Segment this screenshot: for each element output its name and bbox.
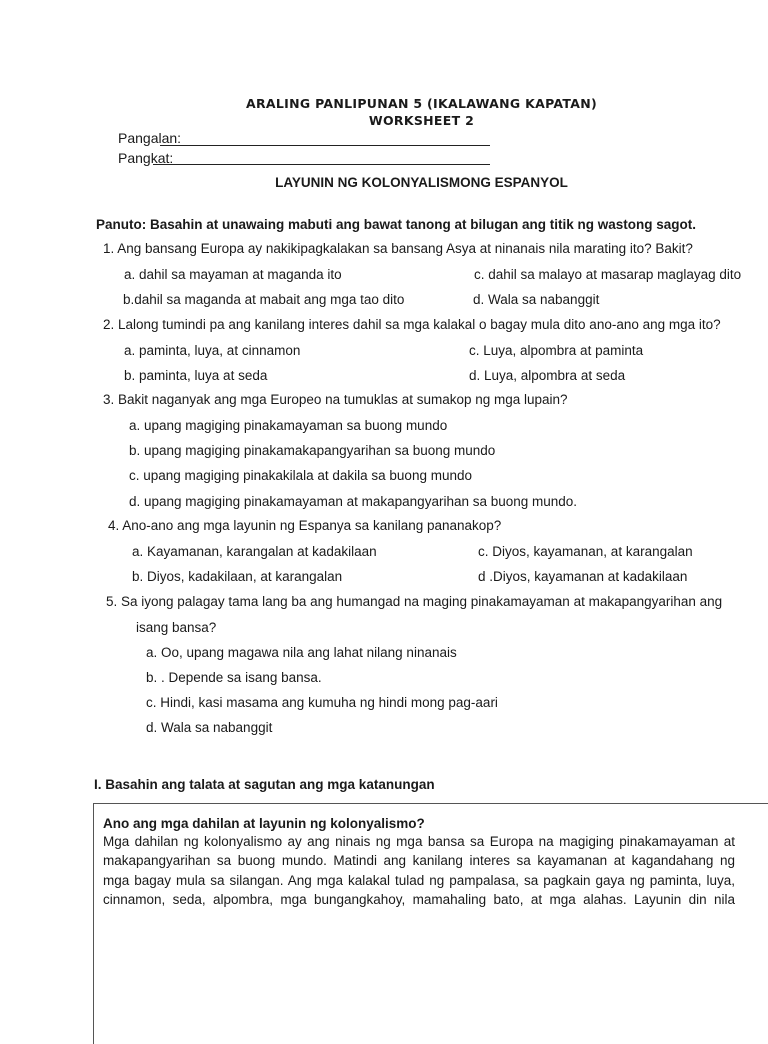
- choice-2b[interactable]: b. paminta, luya at seda: [124, 368, 268, 383]
- choice-2c[interactable]: c. Luya, alpombra at paminta: [469, 343, 644, 358]
- choice-1d[interactable]: d. Wala sa nabanggit: [473, 292, 600, 307]
- passage-title: Ano ang mga dahilan at layunin ng kolonyalismo?: [103, 816, 425, 831]
- choice-1c[interactable]: c. dahil sa malayo at masarap maglayag dito: [474, 267, 742, 282]
- choice-3c[interactable]: c. upang magiging pinakakilala at dakila sa buong mundo: [129, 468, 472, 483]
- page-subtitle: WORKSHEET 2: [368, 113, 475, 128]
- section-heading: I. Basahin ang talata at sagutan ang mga katanungan: [94, 777, 435, 792]
- question-4: 4. Ano-ano ang mga layunin ng Espanya sa kanilang pananakop?: [108, 518, 502, 533]
- choice-4d[interactable]: d .Diyos, kayamanan at kadakilaan: [478, 569, 688, 584]
- choice-5d[interactable]: d. Wala sa nabanggit: [146, 720, 273, 735]
- passage-line-1: Mga dahilan ng kolonyalismo ay ang ninais ng mga bansa sa Europa na magiging pinakamayaman at: [103, 834, 735, 849]
- passage-line-4: cinnamon, seda, alpombra, mga bungangkahoy, mamahaling bato, at mga alahas. Layunin din nila: [103, 892, 735, 907]
- question-1: 1. Ang bansang Europa ay nakikipagkalakan sa bansang Asya at ninanais nila marating ito? Bakit?: [103, 241, 693, 256]
- name-field[interactable]: [160, 145, 490, 146]
- topic-heading: LAYUNIN NG KOLONYALISMONG ESPANYOL: [275, 175, 568, 190]
- choice-2a[interactable]: a. paminta, luya, at cinnamon: [124, 343, 301, 358]
- choice-4c[interactable]: c. Diyos, kayamanan, at karangalan: [478, 544, 693, 559]
- choice-5c[interactable]: c. Hindi, kasi masama ang kumuha ng hindi mong pag-aari: [146, 695, 498, 710]
- passage-line-3: mga bagay mula sa silangan. Ang mga kalakal tulad ng pampalasa, sa pagkain gaya ng paminta, luya,: [103, 873, 735, 888]
- question-5-continued: isang bansa?: [136, 620, 217, 635]
- choice-2d[interactable]: d. Luya, alpombra at seda: [469, 368, 626, 383]
- choice-5b[interactable]: b. . Depende sa isang bansa.: [146, 670, 322, 685]
- choice-4b[interactable]: b. Diyos, kadakilaan, at karangalan: [132, 569, 343, 584]
- choice-3d[interactable]: d. upang magiging pinakamayaman at makapangyarihan sa buong mundo.: [129, 494, 578, 509]
- choice-4a[interactable]: a. Kayamanan, karangalan at kadakilaan: [132, 544, 377, 559]
- group-label: Pangkat:: [118, 150, 174, 166]
- choice-1a[interactable]: a. dahil sa mayaman at maganda ito: [124, 267, 342, 282]
- instructions: Panuto: Basahin at unawaing mabuti ang bawat tanong at bilugan ang titik ng wastong sagot.: [96, 217, 697, 232]
- question-3: 3. Bakit naganyak ang mga Europeo na tumuklas at sumakop ng mga lupain?: [103, 392, 568, 407]
- choice-3b[interactable]: b. upang magiging pinakamakapangyarihan sa buong mundo: [129, 443, 496, 458]
- choice-5a[interactable]: a. Oo, upang magawa nila ang lahat nilang ninanais: [146, 645, 457, 660]
- choice-1b[interactable]: b.dahil sa maganda at mabait ang mga tao dito: [123, 292, 405, 307]
- page-title: ARALING PANLIPUNAN 5 (IKALAWANG KAPATAN): [246, 96, 597, 111]
- question-5: 5. Sa iyong palagay tama lang ba ang humangad na maging pinakamayaman at makapangyarihan ang: [106, 594, 723, 609]
- choice-3a[interactable]: a. upang magiging pinakamayaman sa buong mundo: [129, 418, 448, 433]
- passage-line-2: makapangyarihan sa buong mundo. Matindi ang kanilang interes sa kayamanan at kagandahang ng: [103, 853, 735, 868]
- question-2: 2. Lalong tumindi pa ang kanilang interes dahil sa mga kalakal o bagay mula dito ano-ano ang mga ito?: [103, 317, 721, 332]
- name-label: Pangalan:: [118, 130, 182, 146]
- group-field[interactable]: [153, 164, 490, 165]
